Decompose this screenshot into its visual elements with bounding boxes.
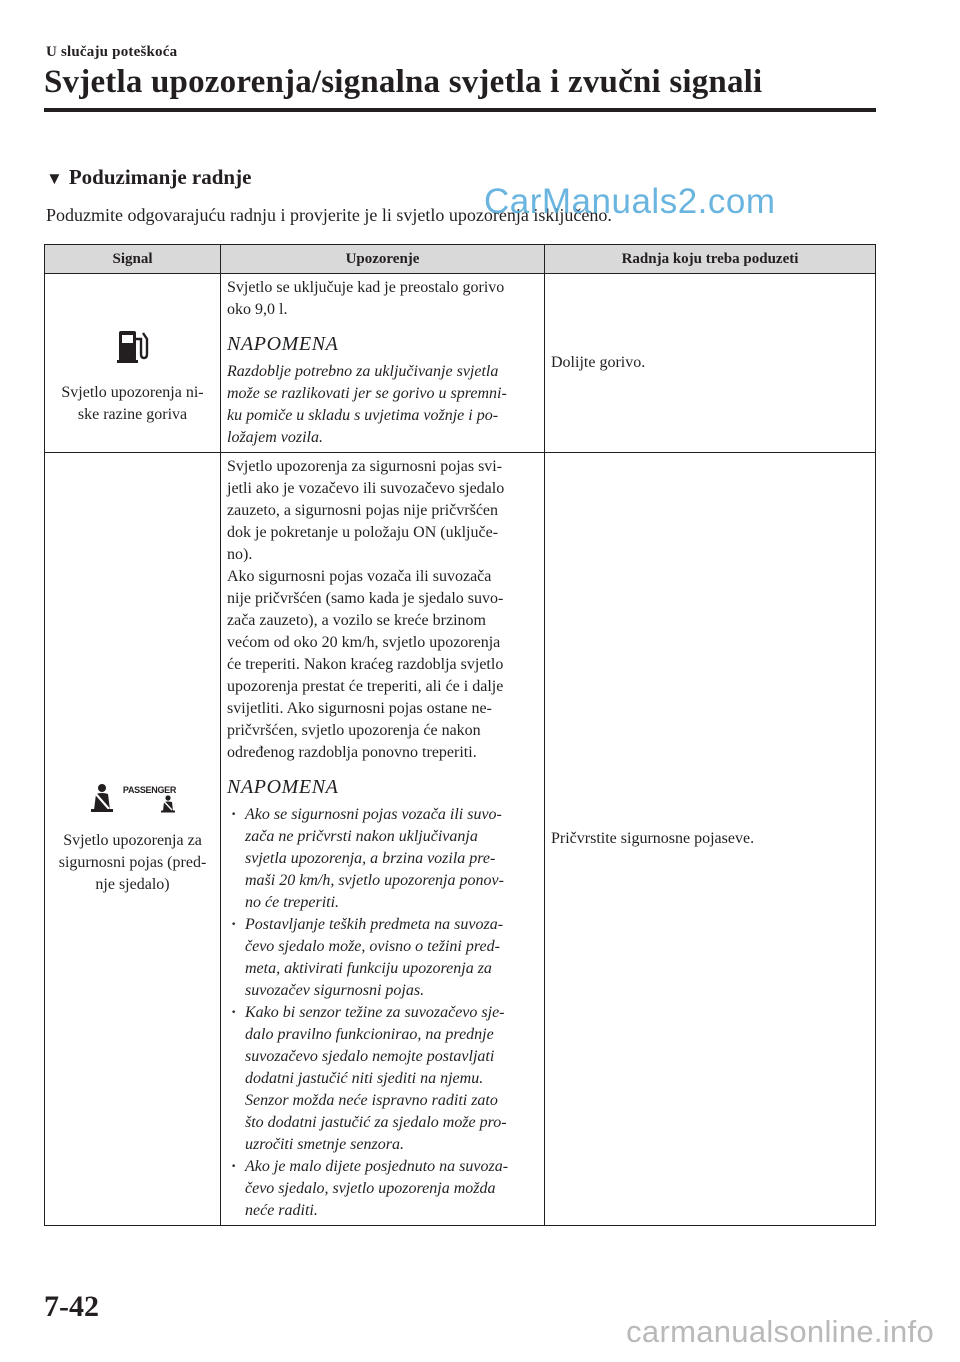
note-line: meta, aktivirati funkciju upozorenja za [245, 960, 492, 977]
seatbelt-icon [89, 783, 115, 820]
signal-icons [51, 783, 214, 820]
warning-line: određenog razdoblja ponovno treperiti. [227, 744, 477, 761]
note-bullet [227, 1002, 538, 1156]
note-line: neće raditi. [245, 1202, 318, 1219]
warning-line: oko 9,0 l. [227, 301, 288, 318]
table-header-row [45, 245, 876, 274]
note-line: može se razlikovati jer se gorivo u spremni- [227, 385, 507, 402]
note-bullets [227, 804, 538, 1222]
warning-line: većom od oko 20 km/h, svjetlo upozorenja [227, 634, 501, 651]
note-bullet [227, 804, 538, 914]
signal-caption [51, 830, 214, 896]
warning-cell-fuel [221, 274, 545, 453]
note-line: zača ne pričvrsti nakon uključivanja [245, 828, 478, 845]
note-line: ku pomiče u skladu s uvjetima vožnje i po- [227, 407, 499, 424]
note-line: Senzor možda neće ispravno raditi zato [245, 1092, 498, 1109]
triangle-marker-icon: ▼ [46, 169, 63, 188]
page-title: Svjetla upozorenja/signalna svjetla i zvučni signali [44, 64, 763, 100]
subheading [46, 164, 251, 192]
warning-lights-table [44, 244, 876, 1226]
note-line: maši 20 km/h, svjetlo upozorenja ponov- [245, 872, 504, 889]
note-body [227, 361, 538, 449]
warning-line: svijetliti. Ako sigurnosni pojas ostane ne- [227, 700, 492, 717]
intro-paragraph: Poduzmite odgovarajuću radnju i provjerite je li svjetlo upozorenja isključeno. [46, 205, 612, 225]
fuel-pump-icon [116, 327, 150, 372]
table-row-seatbelt [45, 453, 876, 1226]
passenger-indicator [123, 785, 176, 820]
warning-line: no). [227, 546, 253, 563]
watermark-bottom: carmanualsonline.info [626, 1314, 934, 1349]
note-title: NAPOMENA [227, 333, 339, 355]
signal-icons [51, 327, 214, 372]
note-line: no će treperiti. [245, 894, 340, 911]
note-line: dodatni jastučić niti sjediti na njemu. [245, 1070, 484, 1087]
warning-cell-seatbelt [221, 453, 545, 1226]
note-bullet [227, 914, 538, 1002]
note-line: dalo pravilno funkcionirao, na prednje [245, 1026, 494, 1043]
watermark-top: CarManuals2.com [484, 182, 776, 221]
subheading-text: Poduzimanje radnje [68, 165, 252, 189]
warning-line: pričvršćen, svjetlo upozorenja će nakon [227, 722, 481, 739]
note-line: suvozačevo sjedalo nemojte postavljati [245, 1048, 495, 1065]
note-line: Razdoblje potrebno za uključivanje svjetla [227, 363, 499, 380]
signal-caption [51, 382, 214, 426]
note-line: uzročiti smetnje senzora. [245, 1136, 404, 1153]
page-number: 7-42 [44, 1290, 99, 1323]
caption-line: Svjetlo upozorenja ni- [61, 383, 204, 401]
signal-cell-seatbelt [45, 453, 221, 1226]
warning-line: zača zauzeto), a vozilo se kreće brzinom [227, 612, 486, 629]
caption-line: sigurnosni pojas (pred- [58, 853, 207, 871]
table-row-fuel [45, 274, 876, 453]
warning-line: će treperiti. Nakon kraćeg razdoblja svjetlo [227, 656, 504, 673]
section-label: U slučaju poteškoća [46, 44, 178, 60]
action-cell-fuel: Dolijte gorivo. [545, 274, 876, 453]
note-line: ložajem vozila. [227, 429, 323, 446]
title-rule [44, 108, 876, 112]
passenger-label: PASSENGER [122, 784, 177, 795]
signal-cell-fuel [45, 274, 221, 453]
note-line: čevo sjedalo, svjetlo upozorenja možda [245, 1180, 496, 1197]
warning-line: zauzeto, a sigurnosni pojas nije pričvršćen [227, 502, 499, 519]
caption-line: nje sjedalo) [95, 875, 170, 893]
header-signal: Signal [45, 245, 221, 274]
warning-line: nije pričvršćen (samo kada je sjedalo suvo- [227, 590, 504, 607]
warning-line: dok je pokretanje u položaju ON (uključe- [227, 524, 499, 541]
note-line: čevo sjedalo može, ovisno o težini pred- [245, 938, 500, 955]
note-line: · Ako je malo dijete posjednuto na suvoza- [245, 1158, 509, 1175]
warning-line: Ako sigurnosni pojas vozača ili suvozača [227, 568, 492, 585]
warning-line: upozorenja prestat će treperiti, ali će i dalje [227, 678, 504, 695]
caption-line: ske razine goriva [77, 405, 188, 423]
warning-line: Svjetlo upozorenja za sigurnosni pojas svi- [227, 458, 503, 475]
passenger-seatbelt-icon [160, 795, 176, 820]
note-line: suvozačev sigurnosni pojas. [245, 982, 425, 999]
note-line: · Postavljanje teških predmeta na suvoza- [245, 916, 504, 933]
note-line: · Kako bi senzor težine za suvozačevo sje- [245, 1004, 505, 1021]
note-line: · Ako se sigurnosni pojas vozača ili suvo- [245, 806, 502, 823]
note-line: što dodatni jastučić za sjedalo može pro- [245, 1114, 507, 1131]
warning-line: jetli ako je vozačevo ili suvozačevo sjedalo [227, 480, 505, 497]
note-line: svjetla upozorenja, a brzina vozila pre- [245, 850, 496, 867]
header-radnja: Radnja koju treba poduzeti [545, 245, 876, 274]
warning-line: Svjetlo se uključuje kad je preostalo gorivo [227, 279, 505, 296]
note-bullet [227, 1156, 538, 1222]
note-title: NAPOMENA [227, 776, 339, 798]
caption-line: Svjetlo upozorenja za [63, 831, 202, 849]
header-upozorenje: Upozorenje [221, 245, 545, 274]
action-cell-seatbelt: Pričvrstite sigurnosne pojaseve. [545, 453, 876, 1226]
